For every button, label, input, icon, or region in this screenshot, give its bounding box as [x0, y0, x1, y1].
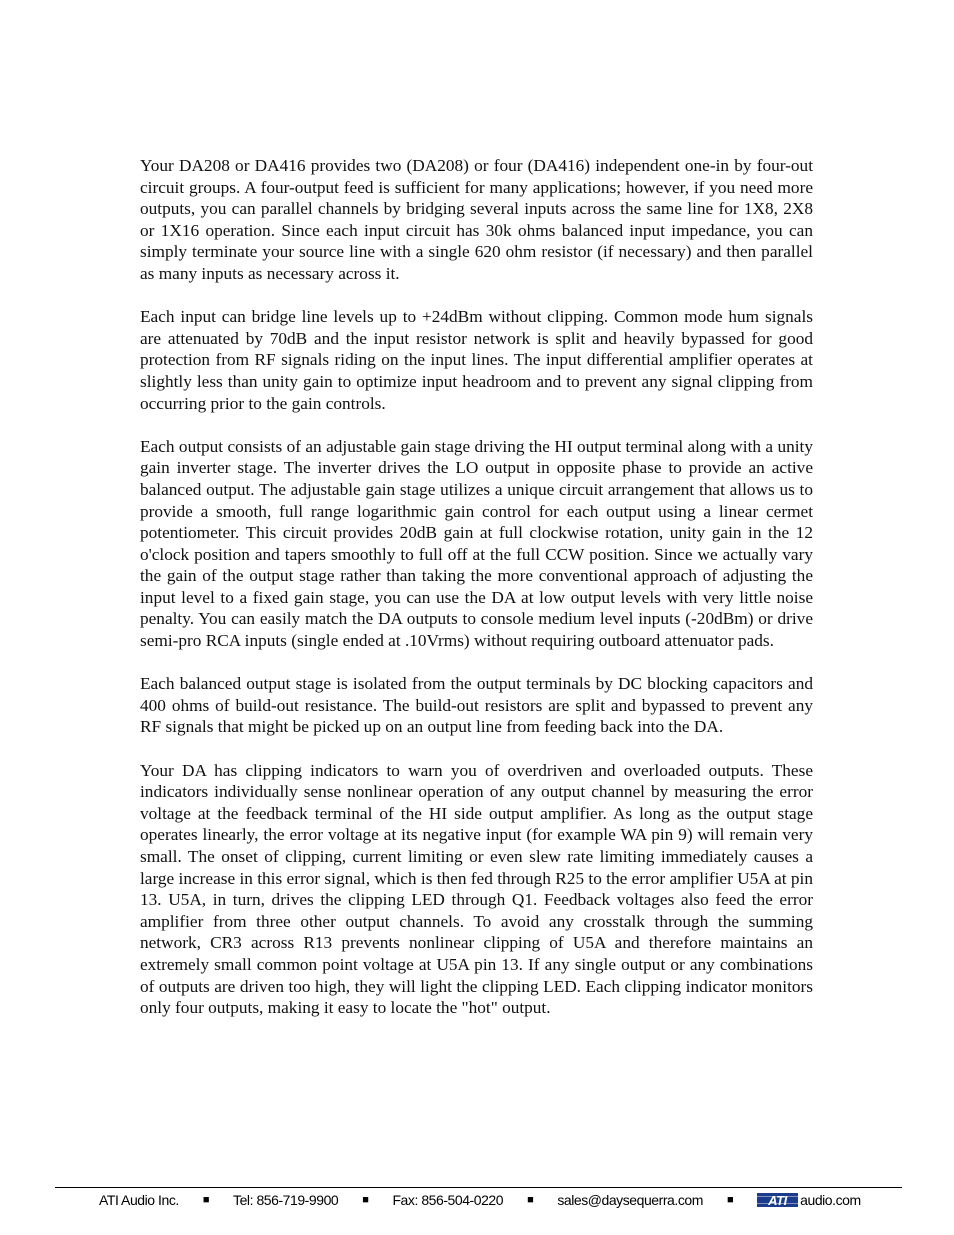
- footer-fax: Fax: 856-504-0220: [392, 1192, 504, 1208]
- body-text: [140, 155, 813, 1040]
- footer-separator: ■: [202, 1194, 210, 1206]
- footer-company: ATI Audio Inc.: [99, 1192, 179, 1208]
- paragraph-clipping-indicators: Your DA has clipping indicators to warn you of overdriven and overloaded outputs. These indicators individually sense nonlinear operation of any output channel by measuring the error voltage at the feedback terminal of the HI side output amplifier. As long as the output stage operates linearly, the error voltage at its negative input (for example WA pin 9) will remain very small. The onset of clipping, current limiting or even slew rate limiting immediately causes a large increase in this error signal, which is then fed through R25 to the error amplifier U5A at pin 13. U5A, in turn, drives the clipping LED through Q1. Feedback voltages also feed the error amplifier from three other output channels. To avoid any crosstalk through the summing network, CR3 across R13 prevents nonlinear clipping of U5A and therefore maintains an extremely small common point voltage at U5A pin 13. If any single output or any combinations of outputs are driven too high, they will light the clipping LED. Each clipping indicator monitors only four outputs, making it easy to locate the "hot" output.: [140, 760, 813, 1018]
- ati-logo-icon: [757, 1193, 798, 1207]
- ati-logo-graphic: [757, 1193, 798, 1207]
- page-footer: [99, 1190, 861, 1210]
- footer-separator: ■: [726, 1194, 734, 1206]
- paragraph-output-isolation: Each balanced output stage is isolated from the output terminals by DC blocking capacitors and 400 ohms of build-out resistance. The build-out resistors are split and bypassed to prevent any RF signals that might be picked up on an output line from feeding back into the DA.: [140, 674, 813, 737]
- ati-logo-text: ATI: [768, 1193, 787, 1207]
- footer-tel: Tel: 856-719-9900: [233, 1192, 339, 1208]
- footer-domain: audio.com: [800, 1192, 861, 1208]
- footer-rule: [55, 1187, 902, 1188]
- footer-email: sales@daysequerra.com: [557, 1192, 703, 1208]
- footer-separator: ■: [362, 1194, 369, 1206]
- paragraph-input-bridging: Each input can bridge line levels up to +24dBm without clipping. Common mode hum signals are attenuated by 70dB and the input resistor network is split and heavily bypassed for good protection from RF signals riding on the input lines. The input differential amplifier operates at slightly less than unity gain to optimize input headroom and to prevent any signal clipping from occurring prior to the gain controls.: [140, 307, 813, 413]
- paragraph-outputs-overview: Your DA208 or DA416 provides two (DA208) or four (DA416) independent one-in by four-out circuit groups. A four-output feed is sufficient for many applications; however, if you need more outputs, you can parallel channels by bridging several inputs across the same line for 1X8, 2X8 or 1X16 operation. Since each input circuit has 30k ohms balanced input impedance, you can simply terminate your source line with a single 620 ohm resistor (if necessary) and then parallel as many inputs as necessary across it.: [140, 156, 813, 283]
- paragraph-output-gain-stage: Each output consists of an adjustable gain stage driving the HI output terminal along with a unity gain inverter stage. The inverter drives the LO output in opposite phase to provide an active balanced output. The adjustable gain stage utilizes a unique circuit arrangement that allows us to provide a smooth, full range logarithmic gain control for each output using a linear cermet potentiometer. This circuit provides 20dB gain at full clockwise rotation, unity gain in the 12 o'clock position and tapers smoothly to full off at the full CCW position. Since we actually vary the gain of the output stage rather than taking the more conventional approach of adjusting the input level to a fixed gain stage, you can use the DA at low output levels with very little noise penalty. You can easily match the DA outputs to console medium level inputs (-20dBm) or drive semi-pro RCA inputs (single ended at .10Vrms) without requiring outboard attenuator pads.: [140, 436, 813, 651]
- footer-separator: ■: [527, 1194, 534, 1206]
